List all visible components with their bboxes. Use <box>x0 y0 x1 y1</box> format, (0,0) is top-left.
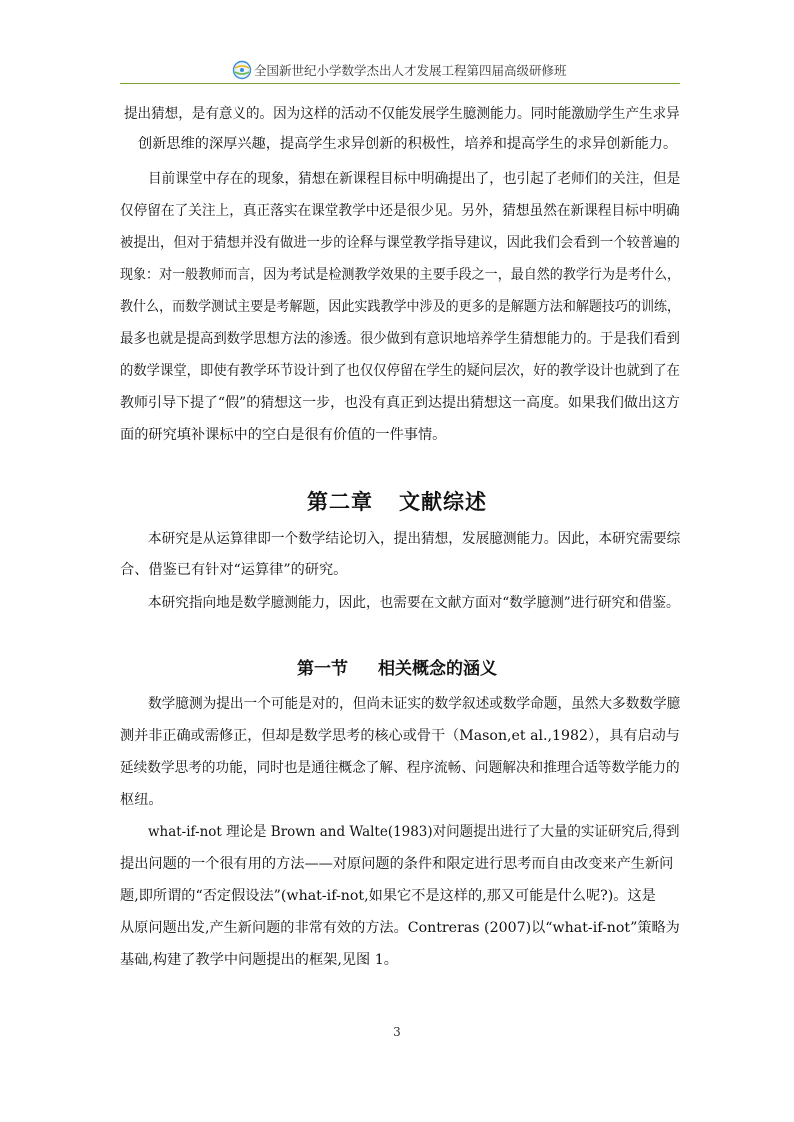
paragraph-line: 创新思维的深厚兴趣，提高学生求异创新的积极性，培养和提高学生的求异创新能力。 <box>138 136 678 152</box>
paragraph-line: 数学臆测为提出一个可能是对的，但尚未证实的数学叙述或数学命题，虽然大多数数学臆 <box>148 696 681 712</box>
paragraph-line: 测并非正确或需修正，但却是数学思考的核心或骨干（Mason,et al.,1982），具有启动与 <box>120 728 680 744</box>
paragraph-line: 最多也就是提高到数学思想方法的渗透。很少做到有意识地培养学生猜想能力的。于是我们看到 <box>120 331 680 347</box>
paragraph-line: 题,即所谓的“否定假设法”(what-if-not,如果它不是这样的,那又可能是什么呢?)。这是 <box>120 888 656 904</box>
section-heading <box>0 654 794 679</box>
page-number: 3 <box>393 1025 401 1039</box>
paragraph-line: 延续数学思考的功能，同时也是通往概念了解、程序流畅、问题解决和推理合适等数学能力的 <box>120 760 680 776</box>
chapter-number: 第二章 <box>307 490 373 514</box>
section-number: 第一节 <box>297 659 348 679</box>
paragraph-line: 教什么，而数学测试主要是考解题，因此实践教学中涉及的更多的是解题方法和解题技巧的训练， <box>120 299 681 315</box>
chapter-title: 文献综述 <box>399 490 487 514</box>
paragraph-line: 现象：对一般教师而言，因为考试是检测教学效果的主要手段之一，最自然的教学行为是考什么， <box>120 267 681 283</box>
paragraph-line: 提出猜想，是有意义的。因为这样的活动不仅能发展学生臆测能力。同时能激励学生产生求异 <box>124 106 680 122</box>
globe-logo-icon <box>232 60 252 80</box>
chapter-heading <box>0 486 794 516</box>
paragraph-line: 基础,构建了教学中问题提出的框架,见图 1。 <box>120 952 398 968</box>
paragraph-line: 的数学课堂，即使有教学环节设计到了也仅仅停留在学生的疑问层次，好的教学设计也就到了在 <box>120 363 680 379</box>
paragraph-line: 被提出，但对于猜想并没有做进一步的诠释与课堂教学指导建议，因此我们会看到一个较普遍的 <box>120 235 680 251</box>
header-divider <box>120 83 680 84</box>
paragraph-line: what-if-not 理论是 Brown and Walte(1983)对问题提出进行了大量的实证研究后,得到 <box>148 824 680 840</box>
header-title: 全国新世纪小学数学杰出人才发展工程第四届高级研修班 <box>254 63 567 78</box>
page-header <box>0 58 794 84</box>
paragraph-line: 目前课堂中存在的现象，猜想在新课程目标中明确提出了，也引起了老师们的关注，但是 <box>148 171 681 187</box>
paragraph-line: 从原问题出发,产生新问题的非常有效的方法。Contreras (2007)以“what-if-not”策略为 <box>120 920 680 936</box>
paragraph-line: 枢纽。 <box>120 792 163 808</box>
paragraph-line: 合、借鉴已有针对“运算律”的研究。 <box>120 562 348 578</box>
section-title: 相关概念的涵义 <box>378 659 497 679</box>
paragraph-line: 提出问题的一个很有用的方法——对原问题的条件和限定进行思考而自由改变来产生新问 <box>120 856 674 872</box>
paragraph-line: 本研究是从运算律即一个数学结论切入，提出猜想，发展臆测能力。因此，本研究需要综 <box>148 531 681 547</box>
paragraph-line: 教师引导下提了“假”的猜想这一步，也没有真正到达提出猜想这一高度。如果我们做出这方 <box>120 395 680 411</box>
paragraph-line: 本研究指向地是数学臆测能力，因此，也需要在文献方面对“数学臆测”进行研究和借鉴。 <box>148 595 680 611</box>
paragraph-line: 面的研究填补课标中的空白是很有价值的一件事情。 <box>120 427 447 443</box>
paragraph-line: 仅停留在了关注上，真正落实在课堂教学中还是很少见。另外，猜想虽然在新课程目标中明确 <box>120 203 680 219</box>
